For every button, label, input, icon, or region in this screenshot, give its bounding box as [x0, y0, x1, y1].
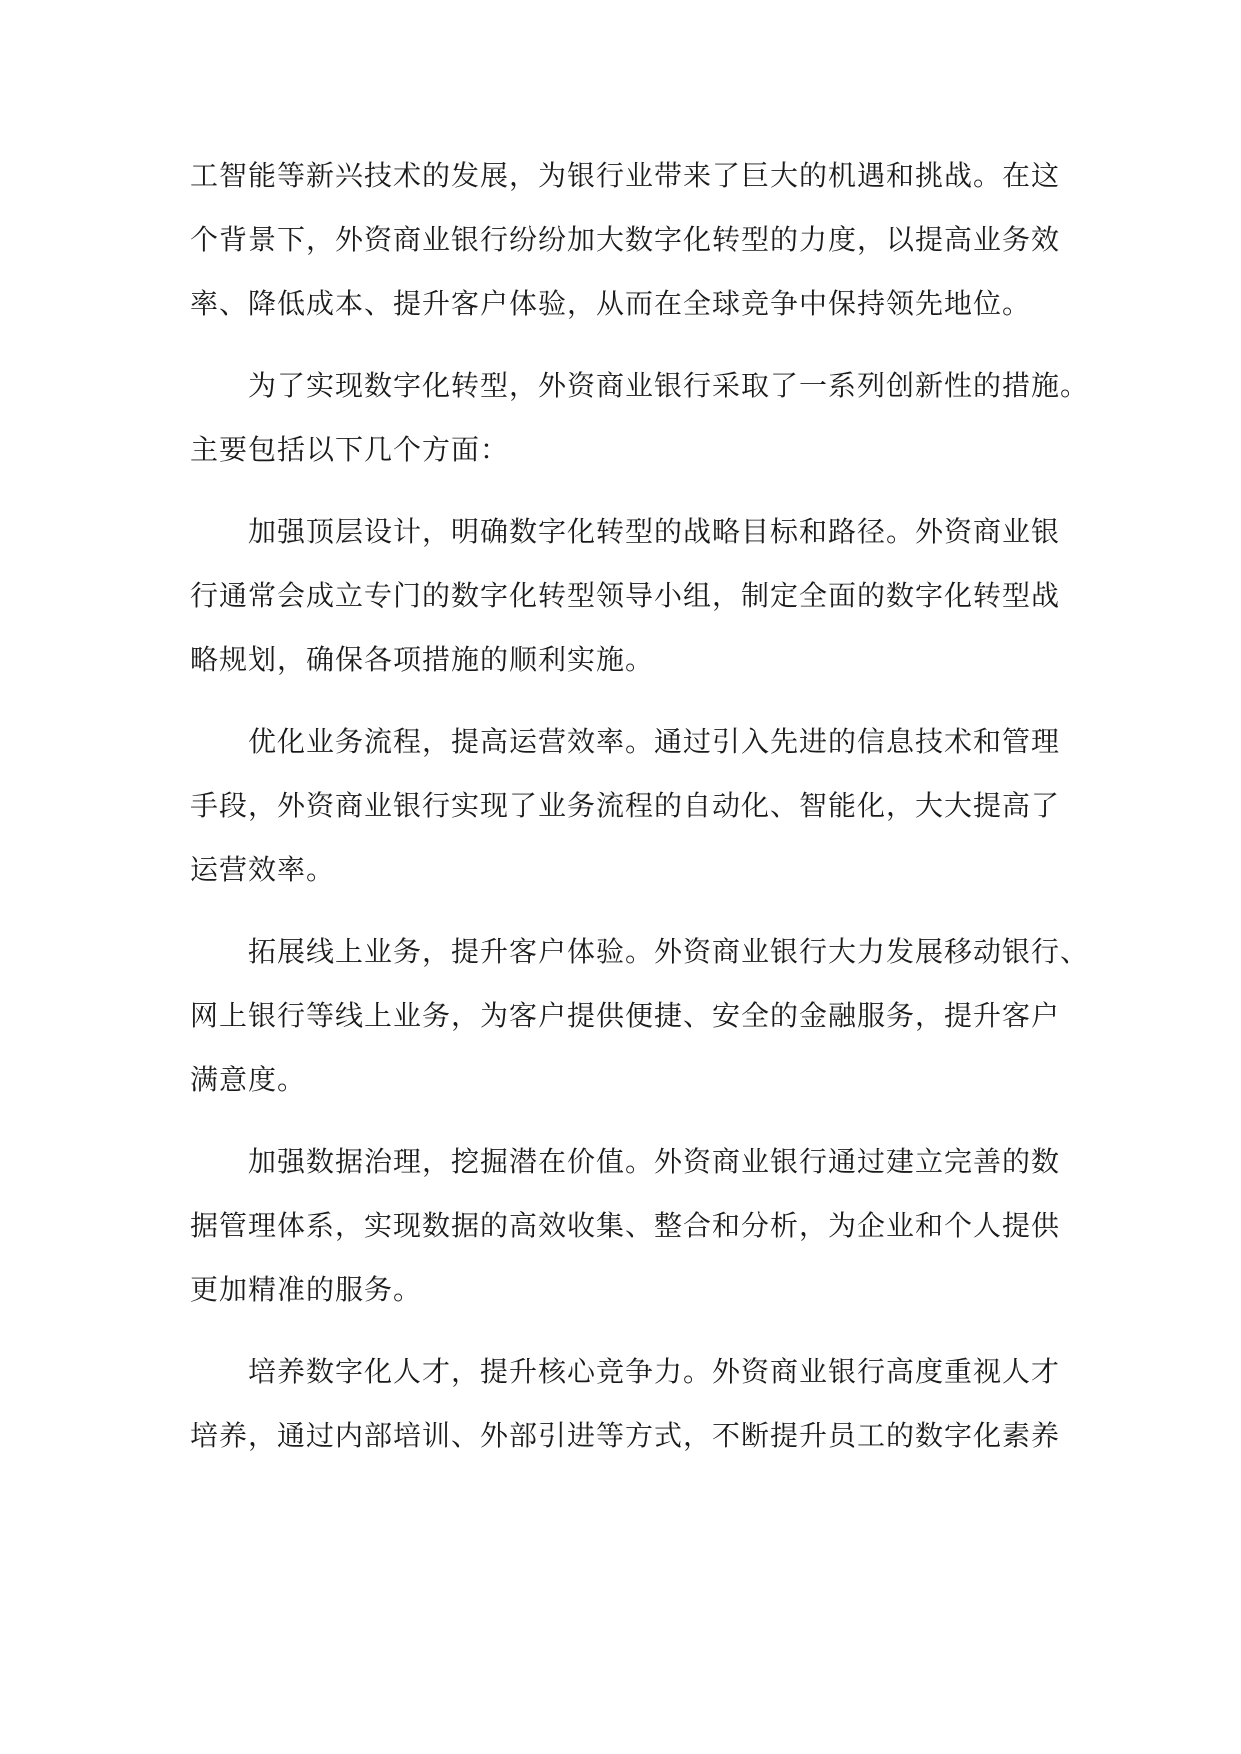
text-line: 个背景下，外资商业银行纷纷加大数字化转型的力度，以提高业务效	[190, 223, 1061, 256]
paragraph-first-line: 加强数据治理，挖掘潜在价值。外资商业银行通过建立完善的数	[248, 1145, 1061, 1178]
text-line: 手段，外资商业银行实现了业务流程的自动化、智能化，大大提高了	[190, 789, 1061, 822]
text-line: 网上银行等线上业务，为客户提供便捷、安全的金融服务，提升客户	[190, 999, 1061, 1032]
document-body	[190, 144, 1090, 1468]
text-line: 主要包括以下几个方面：	[190, 433, 510, 466]
paragraph-first-line: 为了实现数字化转型，外资商业银行采取了一系列创新性的措施。	[248, 369, 1090, 402]
text-line: 工智能等新兴技术的发展，为银行业带来了巨大的机遇和挑战。在这	[190, 159, 1061, 192]
text-line: 更加精准的服务。	[190, 1273, 423, 1306]
text-line: 运营效率。	[190, 853, 336, 886]
text-line: 培养，通过内部培训、外部引进等方式，不断提升员工的数字化素养	[190, 1419, 1061, 1452]
text-line: 略规划，确保各项措施的顺利实施。	[190, 643, 655, 676]
paragraph-first-line: 拓展线上业务，提升客户体验。外资商业银行大力发展移动银行、	[248, 935, 1090, 968]
paragraph-first-line: 优化业务流程，提高运营效率。通过引入先进的信息技术和管理	[248, 725, 1061, 758]
text-line: 据管理体系，实现数据的高效收集、整合和分析，为企业和个人提供	[190, 1209, 1061, 1242]
text-line: 行通常会成立专门的数字化转型领导小组，制定全面的数字化转型战	[190, 579, 1061, 612]
text-line: 率、降低成本、提升客户体验，从而在全球竞争中保持领先地位。	[190, 287, 1032, 320]
paragraph-first-line: 培养数字化人才，提升核心竞争力。外资商业银行高度重视人才	[248, 1355, 1061, 1388]
paragraph-first-line: 加强顶层设计，明确数字化转型的战略目标和路径。外资商业银	[248, 515, 1061, 548]
text-line: 满意度。	[190, 1063, 307, 1096]
